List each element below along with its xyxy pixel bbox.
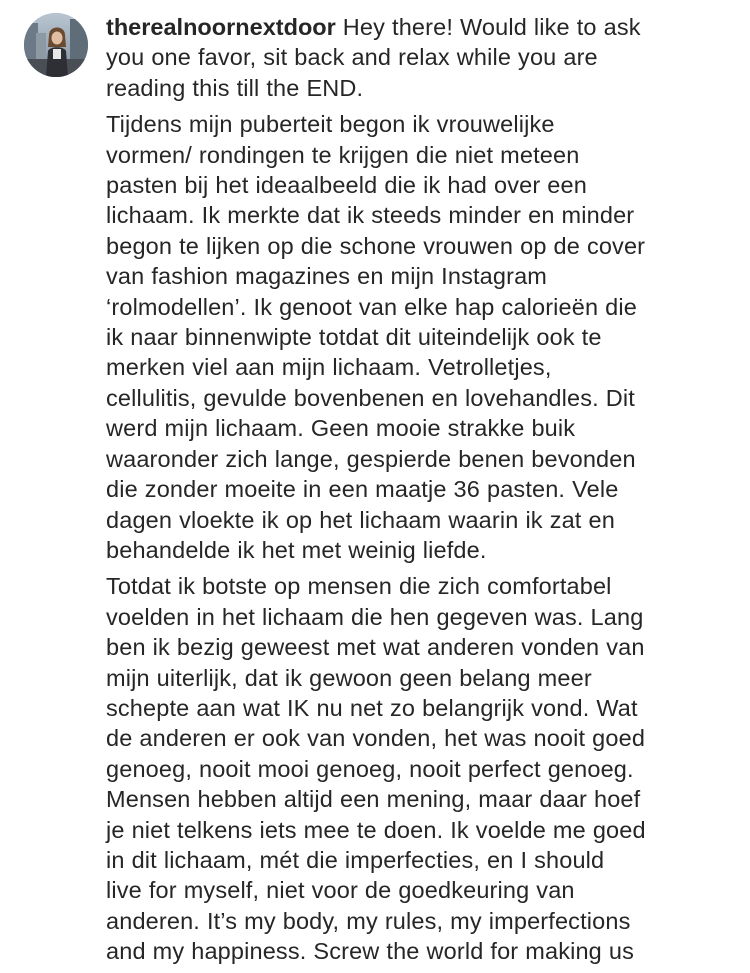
caption-paragraph-intro — [106, 12, 742, 103]
caption-line: werd mijn lichaam. Geen mooie strakke buik — [106, 415, 576, 442]
caption-line: ‘rolmodellen’. Ik genoot van elke hap calorieën die — [106, 293, 637, 320]
profile-avatar[interactable] — [24, 13, 88, 77]
caption-line: begon te lijken op die schone vrouwen op de cover — [106, 232, 646, 259]
caption-line: ik naar binnenwipte totdat dit uiteindelijk ook te — [106, 324, 602, 351]
username-link[interactable]: therealnoornextdoor — [106, 14, 336, 40]
caption-line: dagen vloekte ik op het lichaam waarin ik zat en — [106, 506, 615, 533]
caption-line: pasten bij het ideaalbeeld die ik had over een — [106, 172, 587, 199]
caption-paragraph-2 — [106, 109, 742, 565]
caption-line: Tijdens mijn puberteit begon ik vrouwelijke — [106, 111, 555, 138]
caption-line: mijn uiterlijk, dat ik gewoon geen belang meer — [106, 664, 592, 691]
caption-line: anderen. It’s my body, my rules, my imperfections — [106, 907, 631, 934]
caption-line: de anderen er ook van vonden, het was nooit goed — [106, 725, 646, 752]
caption-line: you one favor, sit back and relax while you are — [106, 44, 598, 71]
caption-line: merken viel aan mijn lichaam. Vetrolletjes, — [106, 354, 552, 381]
caption-line: genoeg, nooit mooi genoeg, nooit perfect genoeg. — [106, 755, 634, 782]
caption-line: reading this till the END. — [106, 74, 364, 101]
caption-text — [106, 12, 742, 973]
caption-line: je niet telkens iets mee te doen. Ik voelde me goed — [106, 816, 646, 843]
caption-line: cellulitis, gevulde bovenbenen en lovehandles. Dit — [106, 384, 635, 411]
caption-line: lichaam. Ik merkte dat ik steeds minder en minder — [106, 202, 635, 229]
caption-line: ben ik bezig geweest met wat anderen vonden van — [106, 634, 645, 661]
caption-line: and my happiness. Screw the world for making us — [106, 938, 634, 965]
caption-line-text: Hey there! Would like to ask — [335, 14, 641, 40]
caption-line: Totdat ik botste op mensen die zich comfortabel — [106, 573, 612, 600]
caption-paragraph-3 — [106, 571, 742, 966]
caption-line: voelden in het lichaam die hen gegeven was. Lang — [106, 603, 644, 630]
caption-line: Mensen hebben altijd een mening, maar daar hoef — [106, 786, 641, 813]
caption-line — [106, 12, 742, 42]
caption-line: vormen/ rondingen te krijgen die niet meteen — [106, 141, 580, 168]
caption-line: schepte aan wat IK nu net zo belangrijk vond. Wat — [106, 694, 638, 721]
caption-line: die zonder moeite in een maatje 36 pasten. Vele — [106, 476, 619, 503]
caption-line: in dit lichaam, mét die imperfecties, en I should — [106, 846, 605, 873]
caption-line: van fashion magazines en mijn Instagram — [106, 263, 548, 290]
caption-line: behandelde ik het met weinig liefde. — [106, 536, 487, 563]
caption-line: waaronder zich lange, gespierde benen bevonden — [106, 445, 636, 472]
profile-photo-icon — [24, 13, 88, 77]
caption-line: live for myself, niet voor de goedkeuring van — [106, 877, 575, 904]
